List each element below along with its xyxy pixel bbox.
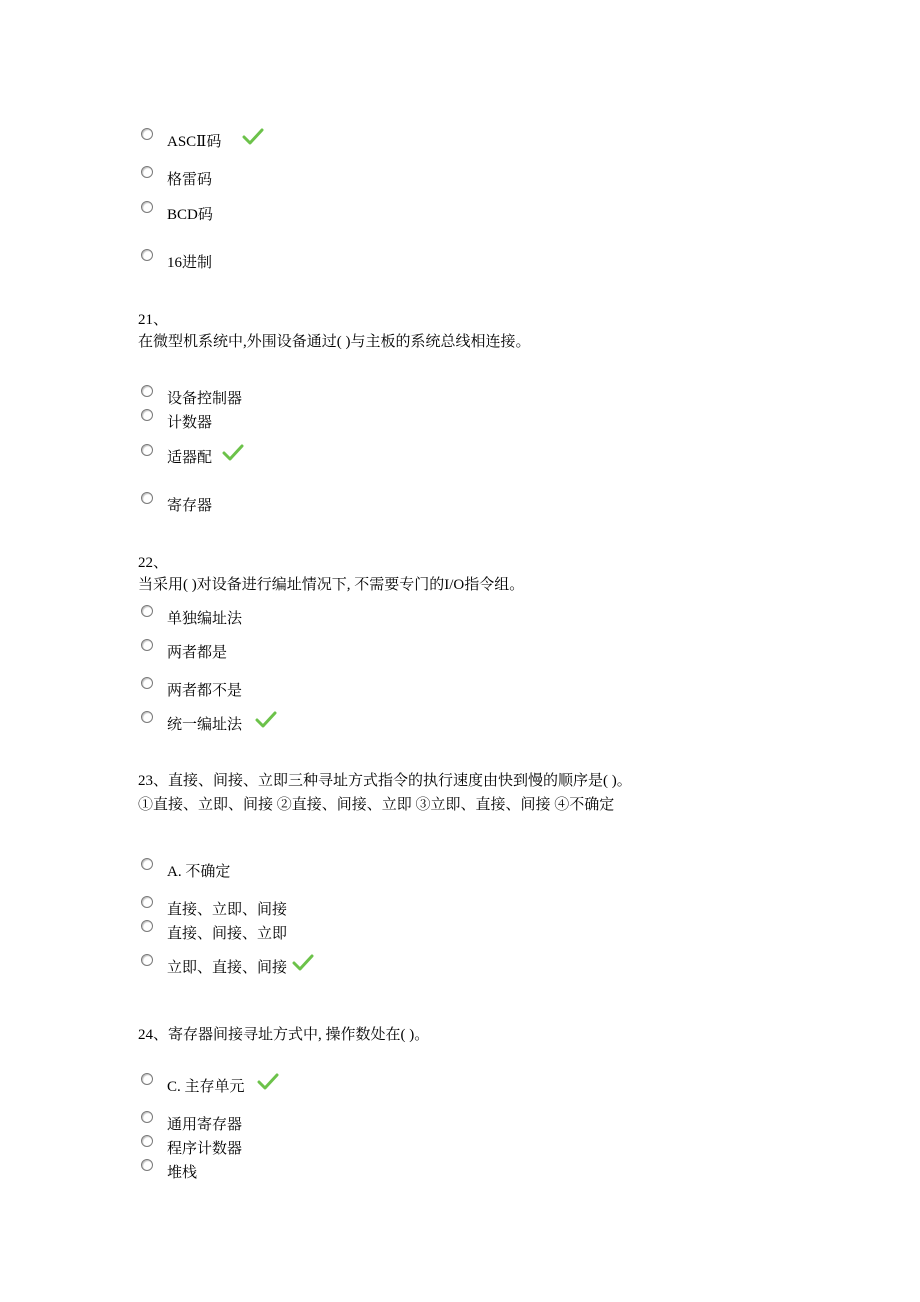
q22-option-4-radio[interactable]	[141, 711, 153, 723]
q24-text: 24、寄存器间接寻址方式中, 操作数处在( )。	[138, 1027, 430, 1043]
q22-option-2-radio[interactable]	[141, 639, 153, 651]
q22-option-1-radio[interactable]	[141, 605, 153, 617]
q21-option-2-label: 计数器	[167, 415, 213, 431]
q23-option-1-radio[interactable]	[141, 858, 153, 870]
checkmark-icon	[292, 954, 314, 972]
q23-option-3-label: 直接、间接、立即	[167, 926, 288, 942]
q21-option-1-radio[interactable]	[141, 385, 153, 397]
checkmark-icon	[257, 1073, 279, 1091]
q20-option-3-radio[interactable]	[141, 201, 153, 213]
q20-option-3-label: BCD码	[167, 207, 213, 223]
q21-option-3-radio[interactable]	[141, 444, 153, 456]
checkmark-icon	[242, 128, 264, 146]
q24-option-2-radio[interactable]	[141, 1111, 153, 1123]
checkmark-icon	[222, 444, 244, 462]
q23-text: 23、直接、间接、立即三种寻址方式指令的执行速度由快到慢的顺序是( )。	[138, 773, 632, 789]
q23-option-2-label: 直接、立即、间接	[167, 902, 288, 918]
q24-option-2-label: 通用寄存器	[167, 1117, 243, 1133]
q22-text: 当采用( )对设备进行编址情况下, 不需要专门的I/O指令组。	[138, 577, 525, 593]
q23-subtext: ①直接、立即、间接 ②直接、间接、立即 ③立即、直接、间接 ④不确定	[138, 797, 615, 813]
q20-option-1-radio[interactable]	[141, 128, 153, 140]
q21-option-4-radio[interactable]	[141, 492, 153, 504]
q23-option-1-label: A. 不确定	[167, 864, 231, 880]
q20-option-2-label: 格雷码	[167, 172, 213, 188]
q24-option-1-radio[interactable]	[141, 1073, 153, 1085]
q20-option-4-radio[interactable]	[141, 249, 153, 261]
q23-option-4-label: 立即、直接、间接	[167, 960, 288, 976]
checkmark-icon	[255, 711, 277, 729]
q20-option-4-label: 16进制	[167, 255, 213, 271]
q21-number: 21、	[138, 312, 169, 328]
q20-option-1-label: ASCⅡ码	[167, 134, 222, 150]
q24-option-3-label: 程序计数器	[167, 1141, 243, 1157]
q24-option-3-radio[interactable]	[141, 1135, 153, 1147]
q24-option-1-label: C. 主存单元	[167, 1079, 245, 1095]
q22-option-1-label: 单独编址法	[167, 611, 243, 627]
q21-option-3-label: 适器配	[167, 450, 213, 466]
q22-number: 22、	[138, 555, 169, 571]
q22-option-2-label: 两者都是	[167, 645, 228, 661]
q21-option-2-radio[interactable]	[141, 409, 153, 421]
q21-text: 在微型机系统中,外围设备通过( )与主板的系统总线相连接。	[138, 334, 531, 350]
q21-option-1-label: 设备控制器	[167, 391, 243, 407]
q23-option-2-radio[interactable]	[141, 896, 153, 908]
q21-option-4-label: 寄存器	[167, 498, 213, 514]
q23-option-4-radio[interactable]	[141, 954, 153, 966]
q22-option-4-label: 统一编址法	[167, 717, 243, 733]
q24-option-4-label: 堆栈	[167, 1165, 198, 1181]
q22-option-3-label: 两者都不是	[167, 683, 243, 699]
q24-option-4-radio[interactable]	[141, 1159, 153, 1171]
q20-option-2-radio[interactable]	[141, 166, 153, 178]
q22-option-3-radio[interactable]	[141, 677, 153, 689]
q23-option-3-radio[interactable]	[141, 920, 153, 932]
